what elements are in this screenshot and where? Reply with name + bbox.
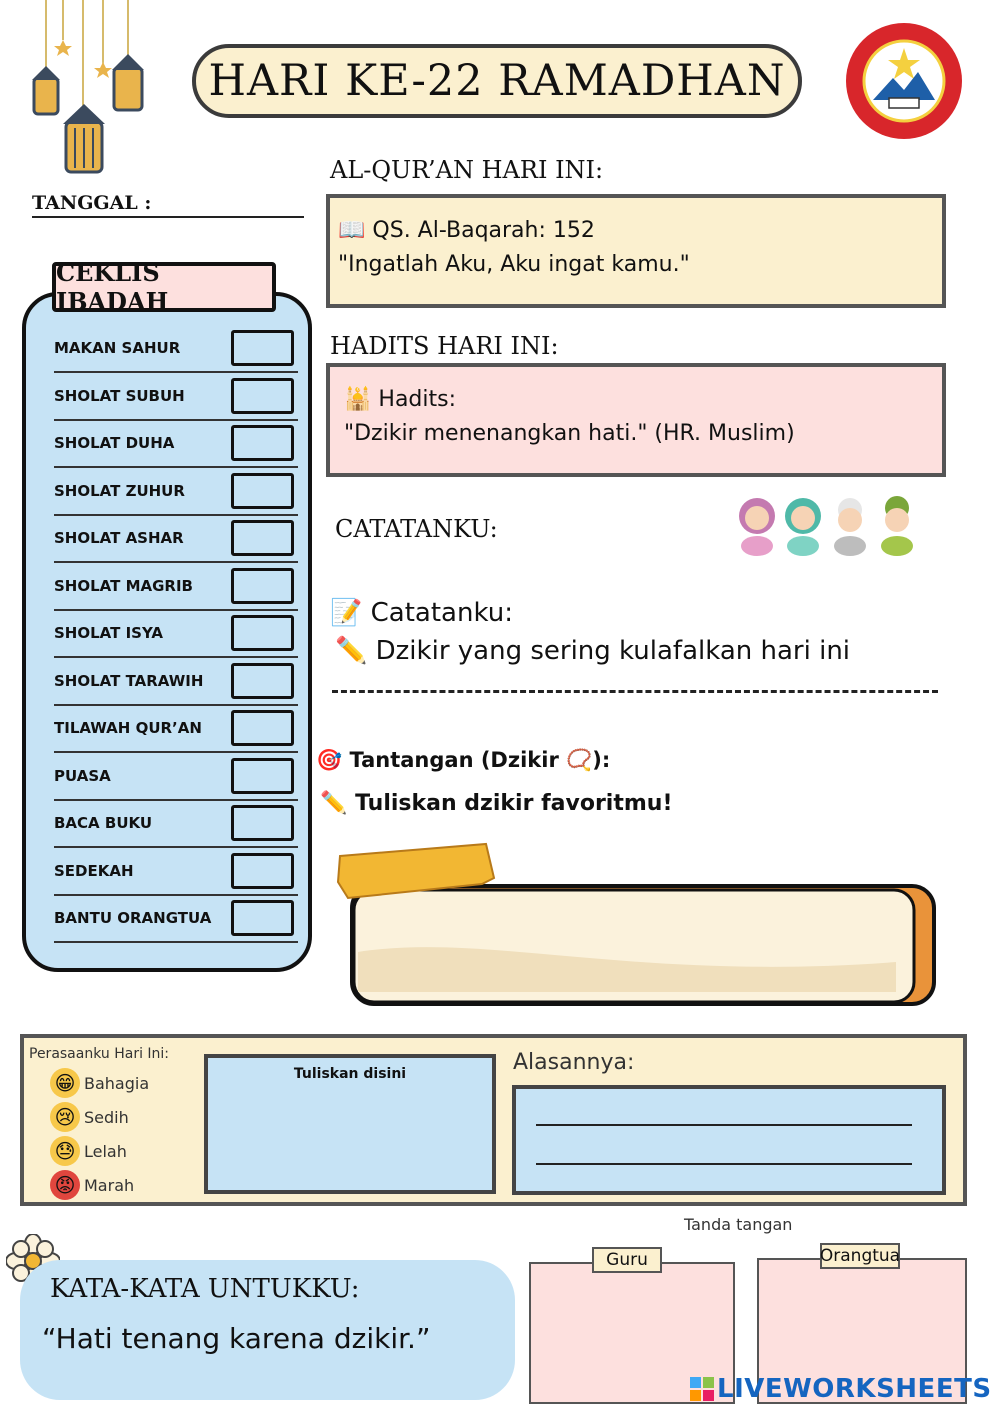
signature-label: Tanda tangan <box>684 1215 793 1234</box>
checklist-row <box>54 374 298 421</box>
challenge-title-text: Tantangan (Dzikir <box>349 748 567 772</box>
notes-title-text: Catatanku: <box>370 598 513 628</box>
checklist-checkbox[interactable] <box>231 615 294 651</box>
checklist-panel <box>22 292 312 972</box>
reason-line-2 <box>536 1163 912 1165</box>
hadits-box <box>326 363 946 477</box>
feeling-label: Sedih <box>84 1107 129 1127</box>
liveworksheets-watermark <box>690 1374 992 1404</box>
challenge-instruction <box>320 791 672 816</box>
hadits-section-label: HADITS HARI INI: <box>330 332 559 360</box>
feeling-option[interactable] <box>50 1170 134 1200</box>
checklist-checkbox[interactable] <box>231 853 294 889</box>
checklist-checkbox[interactable] <box>231 378 294 414</box>
school-emblem-icon <box>843 20 965 142</box>
feeling-label: Lelah <box>84 1141 127 1161</box>
checklist-row <box>54 706 298 753</box>
quran-verse-ref: QS. Al-Baqarah: 152 <box>372 218 595 243</box>
prayer-beads-icon: 📿 <box>566 748 593 772</box>
checklist-item-label: SEDEKAH <box>54 861 134 880</box>
checklist-checkbox[interactable] <box>231 900 294 936</box>
quran-section-label: AL-QUR’AN HARI INI: <box>330 156 604 184</box>
checklist-item-label: TILAWAH QUR’AN <box>54 719 202 737</box>
challenge-title-end: ): <box>592 748 611 772</box>
checklist-checkbox[interactable] <box>231 663 294 699</box>
feelings-write-box[interactable] <box>204 1054 496 1194</box>
checklist-item-label: SHOLAT SUBUH <box>54 386 185 405</box>
notes-subtitle-text: Dzikir yang sering kulafalkan hari ini <box>375 636 851 666</box>
checklist-checkbox[interactable] <box>231 568 294 604</box>
pencil-icon: ✏️ <box>320 791 348 816</box>
checklist-title: CEKLIS IBADAH <box>52 262 276 312</box>
feeling-label: Marah <box>84 1175 135 1195</box>
date-label: TANGGAL : <box>32 192 304 218</box>
page-title: HARI KE-22 RAMADHAN <box>192 44 802 118</box>
feelings-write-label: Tuliskan disini <box>293 1066 407 1082</box>
feeling-option[interactable] <box>50 1068 149 1098</box>
notes-title <box>330 598 513 628</box>
checklist-item-label: BACA BUKU <box>54 814 153 832</box>
checklist-row <box>54 564 298 611</box>
notes-answer-line[interactable] <box>332 690 938 693</box>
checklist-row <box>54 754 298 801</box>
checklist-checkbox[interactable] <box>231 425 294 461</box>
quote-text: “Hati tenang karena dzikir.” <box>42 1322 431 1355</box>
checklist-item-label: SHOLAT TARAWIH <box>54 671 204 690</box>
lanterns-decoration-icon <box>28 0 158 180</box>
checklist-item-label: BANTU ORANGTUA <box>54 909 212 927</box>
checklist-row <box>54 421 298 468</box>
feelings-label: Perasaanku Hari Ini: <box>29 1046 170 1062</box>
checklist-checkbox[interactable] <box>231 758 294 794</box>
checklist-item-label: PUASA <box>54 766 111 785</box>
pencil-icon: ✏️ <box>335 636 368 666</box>
checklist-row <box>54 326 298 373</box>
sad-face-icon: 😢 <box>50 1102 80 1132</box>
checklist-item-label: SHOLAT MAGRIB <box>54 576 193 595</box>
dzikir-answer-box[interactable] <box>336 842 940 1010</box>
checklist-checkbox[interactable] <box>231 520 294 556</box>
memo-icon: 📝 <box>330 598 363 628</box>
mosque-icon: 🕌 <box>344 387 372 412</box>
checklist-row <box>54 516 298 563</box>
reason-box[interactable] <box>512 1085 946 1195</box>
checklist-item-label: SHOLAT ZUHUR <box>54 481 185 500</box>
feeling-label: Bahagia <box>84 1073 150 1093</box>
quran-verse-text: "Ingatlah Aku, Aku ingat kamu." <box>338 252 690 277</box>
checklist-item-label: SHOLAT ISYA <box>54 624 163 642</box>
checklist-row <box>54 611 298 658</box>
angry-face-icon: 😡 <box>50 1170 80 1200</box>
checklist-row <box>54 896 298 943</box>
teacher-tag: Guru <box>592 1247 662 1273</box>
checklist-checkbox[interactable] <box>231 330 294 366</box>
reason-label: Alasannya: <box>513 1050 635 1075</box>
checklist-item-label: SHOLAT DUHA <box>54 434 175 452</box>
checklist-checkbox[interactable] <box>231 710 294 746</box>
parent-tag: Orangtua <box>820 1243 900 1269</box>
open-book-icon: 📖 <box>338 218 366 243</box>
checklist-row <box>54 849 298 896</box>
quote-label: KATA-KATA UNTUKKU: <box>50 1274 360 1304</box>
quran-box <box>326 194 946 308</box>
reason-line-1 <box>536 1124 912 1126</box>
praying-kids-icon <box>735 488 925 556</box>
tired-face-icon: 😓 <box>50 1136 80 1166</box>
happy-face-icon: 😁 <box>50 1068 80 1098</box>
checklist-row <box>54 659 298 706</box>
feeling-option[interactable] <box>50 1136 127 1166</box>
feeling-option[interactable] <box>50 1102 129 1132</box>
checklist-checkbox[interactable] <box>231 473 294 509</box>
checklist-item-label: SHOLAT ASHAR <box>54 529 184 547</box>
challenge-instruction-text: Tuliskan dzikir favoritmu! <box>355 791 673 816</box>
target-icon: 🎯 <box>316 748 343 772</box>
checklist-row <box>54 801 298 848</box>
checklist-row <box>54 469 298 516</box>
notes-subtitle <box>335 636 850 666</box>
checklist-item-label: MAKAN SAHUR <box>54 339 181 357</box>
hadits-text: "Dzikir menenangkan hati." (HR. Muslim) <box>344 421 795 446</box>
hadits-title: Hadits: <box>378 387 457 412</box>
watermark-text: LIVEWORKSHEETS <box>717 1374 992 1404</box>
checklist-checkbox[interactable] <box>231 805 294 841</box>
catatanku-section-label: CATATANKU: <box>335 515 498 543</box>
liveworksheets-logo-icon <box>690 1377 714 1401</box>
challenge-title <box>316 748 610 773</box>
